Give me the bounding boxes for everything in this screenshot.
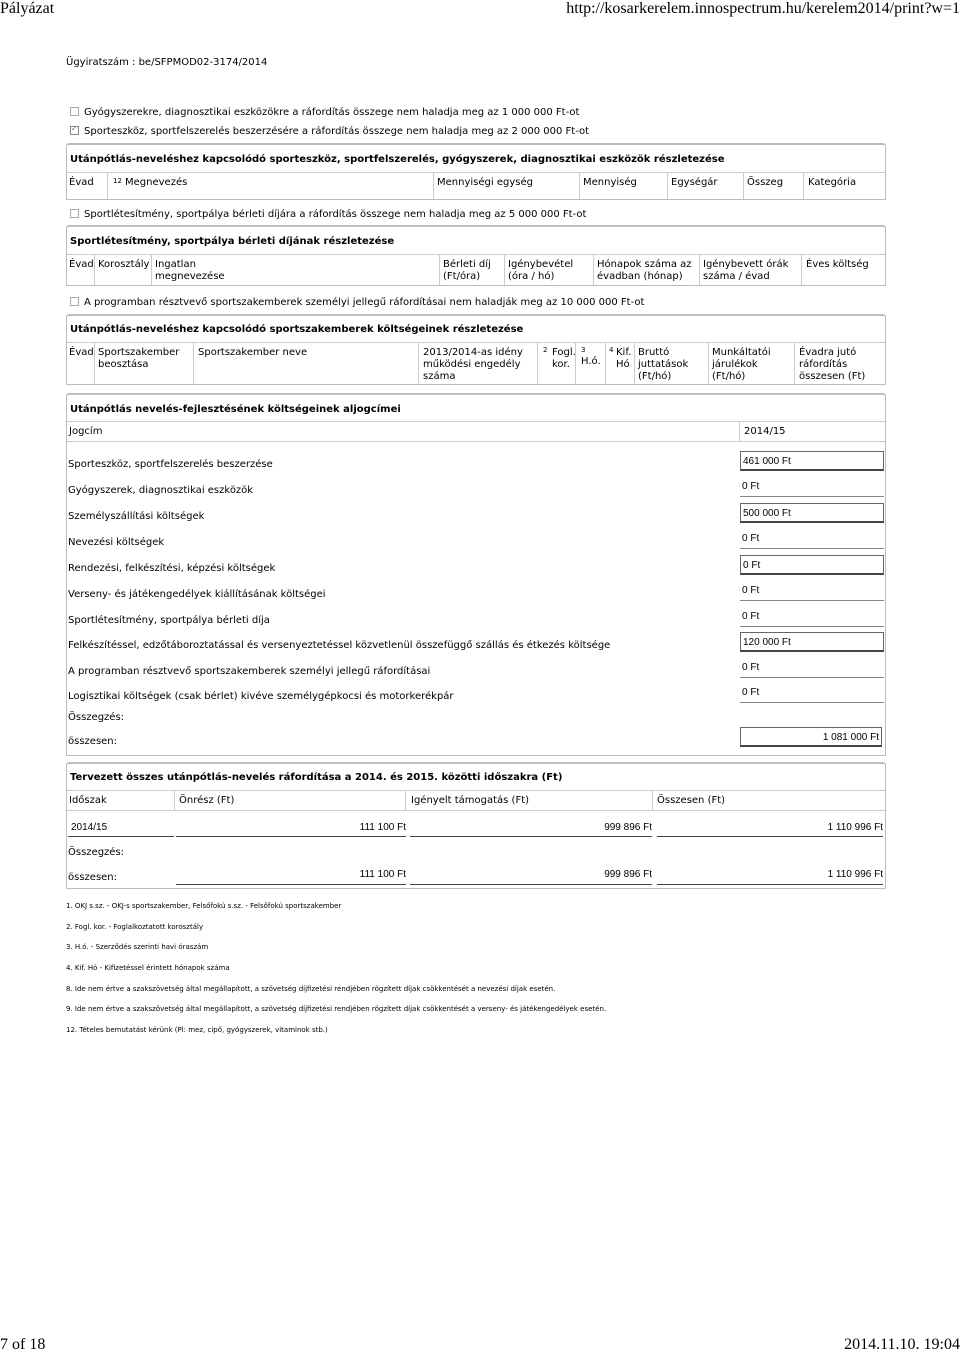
sub-cost-label: A programban résztvevő sportszakemberek személyi jellegű ráfordításai xyxy=(68,666,431,677)
sub-cost-label: Rendezési, felkészítési, képzési költségek xyxy=(68,563,276,574)
planned-osszesen-label: összesen: xyxy=(68,872,118,883)
sub-cost-value: 120 000 Ft xyxy=(740,632,884,652)
browser-url: http://kosarkerelem.innospectrum.hu/kerelem2014/print?w=1 xyxy=(566,0,960,17)
footnote-2: 2. Fogl. kor. - Foglalkoztatott korosztály xyxy=(66,923,204,931)
sub-cost-value: 0 Ft xyxy=(740,581,884,601)
col-havi-ora: H.ó. xyxy=(581,356,601,367)
col-onresz: Önrész (Ft) xyxy=(179,795,235,806)
staff-costs-title: Utánpótlás-neveléshez kapcsolódó sportszakemberek költségeinek részletezése xyxy=(70,324,524,335)
sub-cost-label: Logisztikai költségek (csak bérlet) kivéve személygépkocsi és motorkerékpár xyxy=(68,691,454,702)
footnote-ref-4: 4 xyxy=(609,346,614,354)
col-brutto: Bruttó juttatások (Ft/hó) xyxy=(638,347,689,382)
sub-cost-label: Személyszállítási költségek xyxy=(68,511,205,522)
col-fogl-kor: Fogl. kor. xyxy=(552,347,576,370)
facility-rent-table xyxy=(66,225,886,286)
osszesen-value: 1 110 996 Ft xyxy=(657,820,883,837)
col-kif-ho: Kif. Hó xyxy=(616,347,632,370)
case-number: Ügyiratszám : be/SFPMOD02-3174/2014 xyxy=(66,57,268,68)
footnote-8: 8. Ide nem értve a szakszövetség által megállapított, a szövetség díjfizetési rendjében rögzített díjak csökkentését a nevezési díjak esetén. xyxy=(66,985,556,993)
checkbox-medicine[interactable] xyxy=(70,107,79,116)
igenyelt-value: 999 896 Ft xyxy=(410,820,652,837)
equipment-details-title: Utánpótlás-neveléshez kapcsolódó sporteszköz, sportfelszerelés, gyógyszerek, diagnosztikai eszközök részletezése xyxy=(70,154,725,165)
page-counter: 7 of 18 xyxy=(0,1336,46,1353)
sub-cost-label: Sportlétesítmény, sportpálya bérleti díja xyxy=(68,615,270,626)
footnote-ref-2: 2 xyxy=(543,346,548,354)
col-ingatlan: Ingatlan megnevezése xyxy=(155,259,225,282)
onresz-value: 111 100 Ft xyxy=(176,820,406,837)
col-orak: Igénybevett órák száma / évad xyxy=(703,259,789,282)
planned-total-title: Tervezett összes utánpótlás-nevelés ráfordítása a 2014. és 2015. közötti időszakra (Ft) xyxy=(70,772,563,783)
print-datetime: 2014.11.10. 19:04 xyxy=(844,1336,960,1353)
sub-cost-value: 0 Ft xyxy=(740,477,884,497)
sub-cost-value: 0 Ft xyxy=(740,607,884,627)
total-osszesen-value: 1 110 996 Ft xyxy=(657,866,883,885)
staff-costs-table xyxy=(66,314,886,385)
col-eves-koltseg: Éves költség xyxy=(806,259,869,270)
col-mennyisegi-egyseg: Mennyiségi egység xyxy=(437,177,533,188)
sub-cost-label: Sporteszköz, sportfelszerelés beszerzése xyxy=(68,459,273,470)
sub-costs-total: 1 081 000 Ft xyxy=(740,727,882,747)
col-evadra-juto: Évadra jutó ráfordítás összesen (Ft) xyxy=(799,347,866,382)
sub-cost-label: Felkészítéssel, edzőtáboroztatással és versenyeztetéssel közvetlenül összefüggő szállás és étkezés költsége xyxy=(68,640,611,651)
col-igenybevetel: Igénybevétel (óra / hó) xyxy=(508,259,574,282)
col-egysegar: Egységár xyxy=(671,177,718,188)
footnote-ref-12: 12 xyxy=(113,177,122,185)
col-evad: Évad xyxy=(69,177,94,188)
checkbox-facility[interactable] xyxy=(70,209,79,218)
col-megnevezes: Megnevezés xyxy=(125,177,188,188)
equipment-details-table xyxy=(66,143,886,200)
sub-cost-value: 0 Ft xyxy=(740,529,884,549)
checkbox-equipment-label: Sporteszköz, sportfelszerelés beszerzésére a ráfordítás összege nem haladja meg az 2 000 000 Ft-ot xyxy=(84,126,590,137)
total-onresz-value: 111 100 Ft xyxy=(176,866,406,885)
col-igenyelt: Igényelt támogatás (Ft) xyxy=(411,795,530,806)
col-osszesen: Összesen (Ft) xyxy=(657,795,726,806)
col-osszeg: Összeg xyxy=(747,177,784,188)
checkbox-medicine-label: Gyógyszerekre, diagnosztikai eszközökre a ráfordítás összege nem haladja meg az 1 000 000 Ft-ot xyxy=(84,107,580,118)
planned-osszegzes-label: Összegzés: xyxy=(68,847,125,858)
col-idoszak: Időszak xyxy=(69,795,107,806)
facility-rent-title: Sportlétesítmény, sportpálya bérleti díjának részletezése xyxy=(70,236,395,247)
sub-cost-value: 0 Ft xyxy=(740,555,884,575)
col-mukodesi-engedely: 2013/2014-as idény működési engedély száma xyxy=(423,347,523,382)
col-munkaltatoi: Munkáltatói járulékok (Ft/hó) xyxy=(712,347,771,382)
col-year: 2014/15 xyxy=(744,426,786,437)
checkbox-equipment[interactable] xyxy=(70,126,79,135)
footnote-4: 4. Kif. Hó - Kifizetéssel érintett hónapok száma xyxy=(66,964,230,972)
period-value: 2014/15 xyxy=(68,820,174,837)
browser-page-title: Pályázat xyxy=(0,0,55,17)
footnote-12: 12. Tételes bemutatást kérünk (Pl: mez, cipő, gyógyszerek, vitaminok stb.) xyxy=(66,1026,328,1034)
col-evad: Évad xyxy=(69,347,94,358)
sub-cost-label: Nevezési költségek xyxy=(68,537,165,548)
col-korosztaly: Korosztály xyxy=(98,259,150,270)
total-igenyelt-value: 999 896 Ft xyxy=(410,866,652,885)
col-berleti-dij: Bérleti díj (Ft/óra) xyxy=(443,259,491,282)
sub-costs-title: Utánpótlás nevelés-fejlesztésének költségeinek aljogcímei xyxy=(70,404,401,415)
sub-cost-value: 0 Ft xyxy=(740,683,884,703)
checkbox-staff-label: A programban résztvevő sportszakemberek személyi jellegű ráfordításai nem haladják meg az 10 000 000 Ft-ot xyxy=(84,297,645,308)
sub-cost-label: Gyógyszerek, diagnosztikai eszközök xyxy=(68,485,254,496)
osszegzes-label: Összegzés: xyxy=(68,712,125,723)
col-mennyiseg: Mennyiség xyxy=(583,177,637,188)
osszesen-label: összesen: xyxy=(68,736,118,747)
col-evad: Évad xyxy=(69,259,94,270)
col-honapok: Hónapok száma az évadban (hónap) xyxy=(597,259,692,282)
sub-cost-value: 500 000 Ft xyxy=(740,503,884,523)
col-kategoria: Kategória xyxy=(808,177,857,188)
footnote-3: 3. H.ó. - Szerződés szerinti havi óraszám xyxy=(66,943,209,951)
col-nev: Sportszakember neve xyxy=(198,347,308,358)
sub-cost-label: Verseny- és játékengedélyek kiállításának költségei xyxy=(68,589,326,600)
footnote-1: 1. OKJ s.sz. - OKJ-s sportszakember, Felsőfokú s.sz. - Felsőfokú sportszakember xyxy=(66,902,342,910)
sub-cost-value: 0 Ft xyxy=(740,658,884,678)
col-beosztas: Sportszakember beosztása xyxy=(98,347,180,370)
checkbox-facility-label: Sportlétesítmény, sportpálya bérleti díjára a ráfordítás összege nem haladja meg az 5 000 000 Ft-ot xyxy=(84,209,587,220)
checkbox-staff[interactable] xyxy=(70,297,79,306)
footnote-ref-3: 3 xyxy=(581,346,586,354)
footnote-9: 9. Ide nem értve a szakszövetség által megállapított, a szövetség díjfizetési rendjében rögzített díjak csökkentését a verseny- és játékengedélyek esetén. xyxy=(66,1005,607,1013)
col-jogcim: Jogcím xyxy=(69,426,103,437)
sub-cost-value: 461 000 Ft xyxy=(740,451,884,471)
